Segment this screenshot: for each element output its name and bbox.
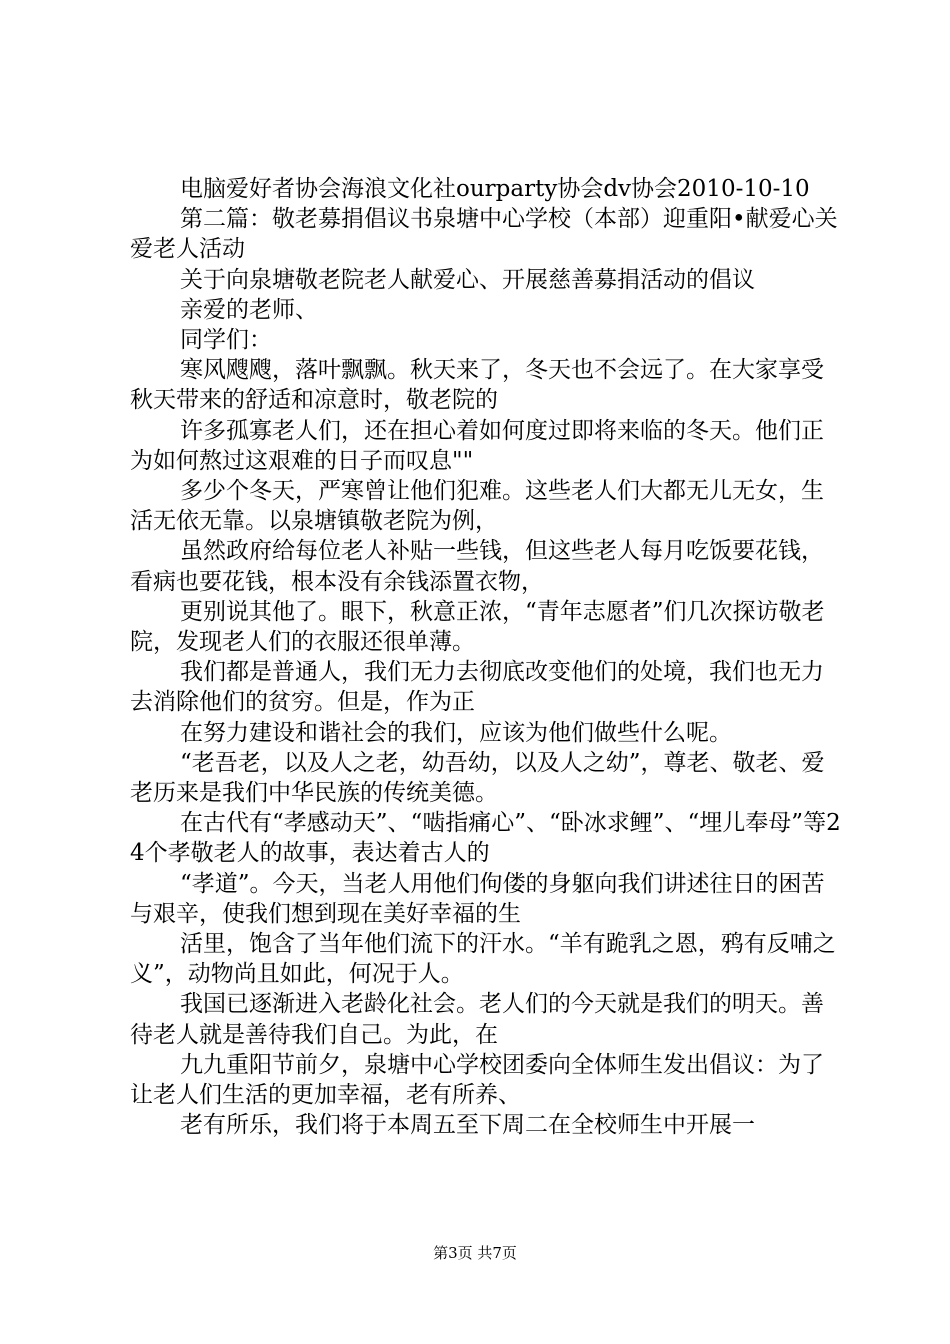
paragraph-7: 许多孤寡老人们，还在担心着如何度过即将来临的冬天。他们正为如何熬过这艰难的日子而叹息"" [130, 417, 824, 474]
paragraph-10: 更别说其他了。眼下，秋意正浓，“青年志愿者”们几次探访敬老院，发现老人们的衣服还很单薄。 [130, 598, 825, 656]
paragraph-2: 第二篇：敬老募捐倡议书泉塘中心学校（本部）迎重阳•献爱心关爱老人活动 [130, 206, 838, 263]
document-body [130, 174, 842, 1141]
paragraph-12: 在努力建设和谐社会的我们，应该为他们做些什么呢。 [180, 719, 732, 746]
paragraph-16: 活里，饱含了当年他们流下的汗水。“羊有跪乳之恩，鸦有反哺之义”，动物尚且如此，何况于人。 [130, 931, 836, 988]
paragraph-11: 我们都是普通人，我们无力去彻底改变他们的处境，我们也无力去消除他们的贫穷。但是，作为正 [130, 659, 824, 716]
paragraph-14: 在古代有“孝感动天”、“啮指痛心”、“卧冰求鲤”、“埋儿奉母”等24个孝敬老人的故事，表达着古人的 [130, 810, 841, 867]
paragraph-8: 多少个冬天，严寒曾让他们犯难。这些老人们大都无儿无女，生活无依无靠。以泉塘镇敬老院为例， [130, 478, 824, 535]
paragraph-15: “孝道”。今天，当老人用他们佝偻的身躯向我们讲述往日的困苦与艰辛，使我们想到现在美好幸福的生 [130, 870, 825, 927]
paragraph-6: 寒风飕飕，落叶飘飘。秋天来了，冬天也不会远了。在大家享受秋天带来的舒适和凉意时，敬老院的 [130, 357, 824, 414]
paragraph-4: 亲爱的老师、 [180, 296, 318, 323]
page-footer: 第3页 共7页 [433, 1244, 517, 1262]
paragraph-1: 电脑爱好者协会海浪文化社ourparty协会dv协会2010-10-10 [180, 176, 810, 202]
paragraph-13: “老吾老，以及人之老，幼吾幼，以及人之幼”，尊老、敬老、爱老历来是我们中华民族的传统美德。 [130, 749, 825, 807]
paragraph-3: 关于向泉塘敬老院老人献爱心、开展慈善募捐活动的倡议 [180, 266, 755, 293]
paragraph-18: 九九重阳节前夕，泉塘中心学校团委向全体师生发出倡议：为了让老人们生活的更加幸福，老有所养、 [130, 1051, 824, 1109]
paragraph-9: 虽然政府给每位老人补贴一些钱，但这些老人每月吃饭要花钱，看病也要花钱，根本没有余钱添置衣物， [130, 538, 824, 595]
paragraph-19: 老有所乐，我们将于本周五至下周二在全校师生中开展一 [180, 1112, 755, 1139]
paragraph-17: 我国已逐渐进入老龄化社会。老人们的今天就是我们的明天。善待老人就是善待我们自己。为此，在 [130, 991, 824, 1048]
paragraph-5: 同学们： [180, 327, 272, 354]
